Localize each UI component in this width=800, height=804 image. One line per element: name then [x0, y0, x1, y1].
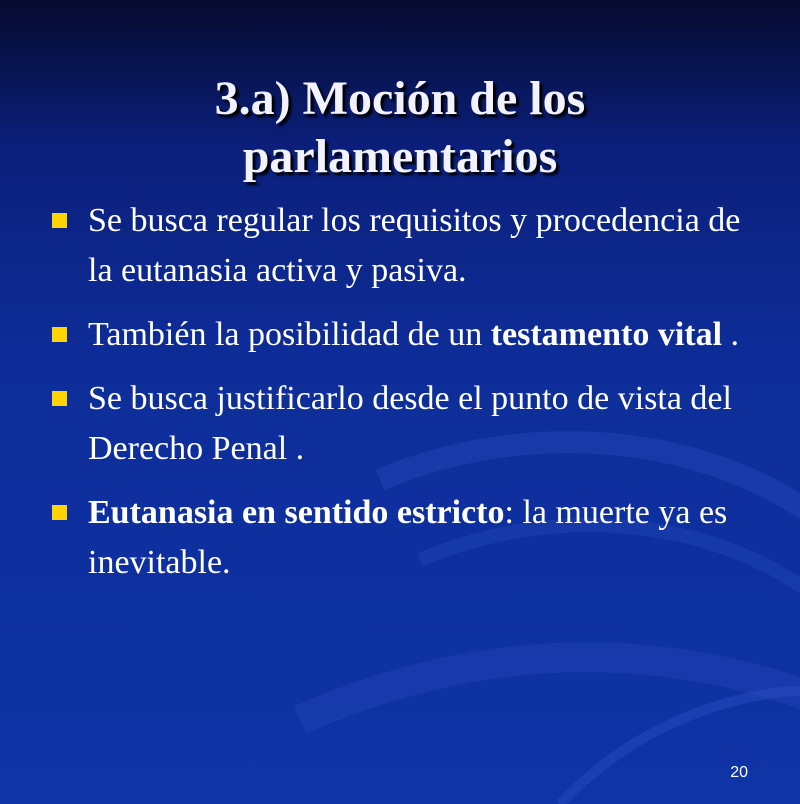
bullet-text: Se busca justificarlo desde el punto de vista del Derecho Penal .: [88, 380, 732, 467]
bullet-item: [48, 196, 768, 296]
square-bullet-icon: [52, 391, 67, 406]
bullet-item: [48, 488, 768, 588]
slide-title-line-2: parlamentarios: [242, 130, 558, 184]
bullet-bold-term: Eutanasia en sentido estricto: [88, 494, 505, 531]
slide-title: [0, 70, 800, 186]
bullet-text-suffix: : la muerte ya es inevitable.: [88, 494, 728, 581]
bullet-item: [48, 374, 768, 474]
page-number: 20: [730, 764, 748, 781]
bullet-item: [48, 310, 768, 360]
bullet-bold-term: testamento vital: [490, 316, 723, 353]
bullet-list: [48, 196, 768, 602]
slide-title-line-1: 3.a) Moción de los: [214, 72, 586, 126]
square-bullet-icon: [52, 505, 67, 520]
bullet-text: También la posibilidad de un: [88, 316, 491, 353]
square-bullet-icon: [52, 213, 67, 228]
bullet-text-suffix: .: [722, 316, 740, 353]
bullet-text: Se busca regular los requisitos y procedencia de la eutanasia activa y pasiva.: [88, 202, 741, 289]
square-bullet-icon: [52, 327, 67, 342]
